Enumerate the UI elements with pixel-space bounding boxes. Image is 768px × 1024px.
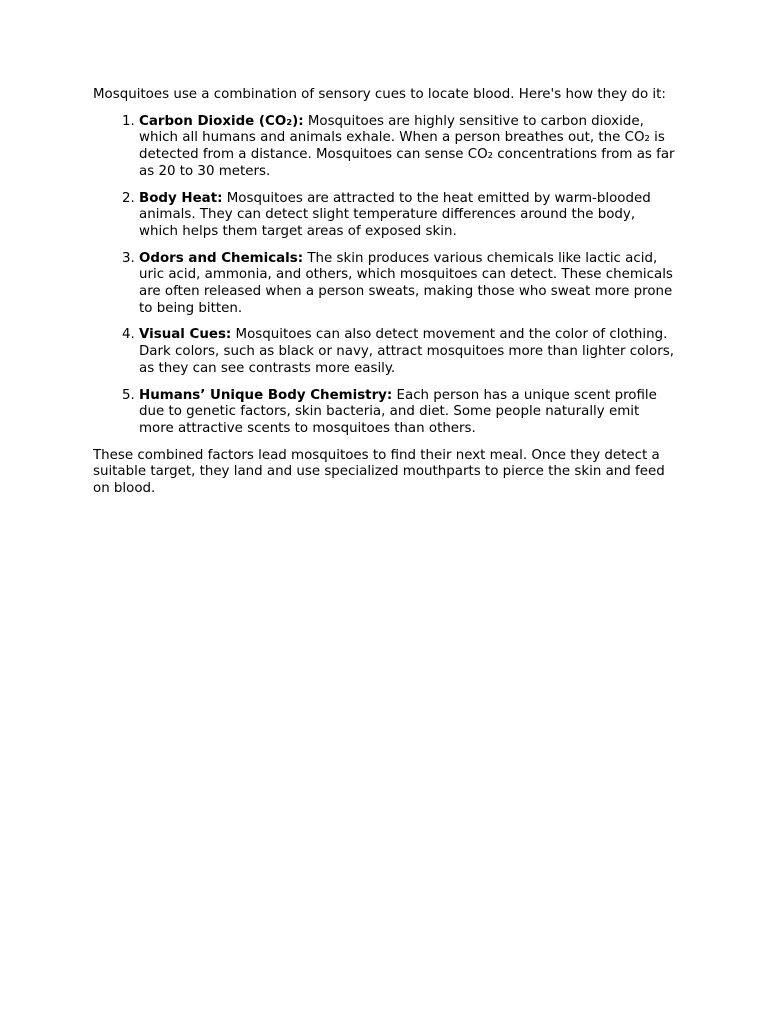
list-item-term: Humans’ Unique Body Chemistry:: [139, 387, 393, 403]
list-item: [139, 251, 678, 318]
list-item: [139, 191, 678, 241]
intro-paragraph: Mosquitoes use a combination of sensory cues to locate blood. Here's how they do it:: [93, 87, 666, 102]
list-item-text: Mosquitoes can also detect movement and the color of clothing. Dark colors, such as black or navy, attract mosquitoes more than lighter colors, as they can see contrasts more easily.: [139, 327, 674, 376]
list-item-term: Odors and Chemicals:: [139, 250, 304, 266]
list-item: [139, 388, 678, 438]
list-item-term: Body Heat:: [139, 190, 223, 206]
list-item: [139, 327, 678, 377]
outro-paragraph: These combined factors lead mosquitoes to find their next meal. Once they detect a suitable target, they land and use specialized mouthparts to pierce the skin and feed on blood.: [93, 447, 665, 497]
list-item: [139, 114, 678, 181]
list-item-text: The skin produces various chemicals like lactic acid, uric acid, ammonia, and others, which mosquitoes can detect. These chemicals are often released when a person sweats, making those who sweat more prone to being bitten.: [139, 250, 673, 316]
list-item-text: Mosquitoes are highly sensitive to carbon dioxide, which all humans and animals exhale. When a person breathes out, the CO₂ is detected from a distance. Mosquitoes can sense CO₂ concentrations from as far as 20 to 30 meters.: [139, 113, 675, 179]
list-item-text: Mosquitoes are attracted to the heat emitted by warm-blooded animals. They can detect slight temperature differences around the body, which helps them target areas of exposed skin.: [139, 190, 651, 239]
list-item-text: Each person has a unique scent profile due to genetic factors, skin bacteria, and diet. Some people naturally emit more attractive scents to mosquitoes than others.: [139, 387, 657, 436]
list-item-term: Visual Cues:: [139, 327, 232, 343]
document-page: [93, 87, 678, 498]
list-item-term: Carbon Dioxide (CO₂):: [139, 113, 304, 129]
numbered-list: [93, 114, 678, 438]
